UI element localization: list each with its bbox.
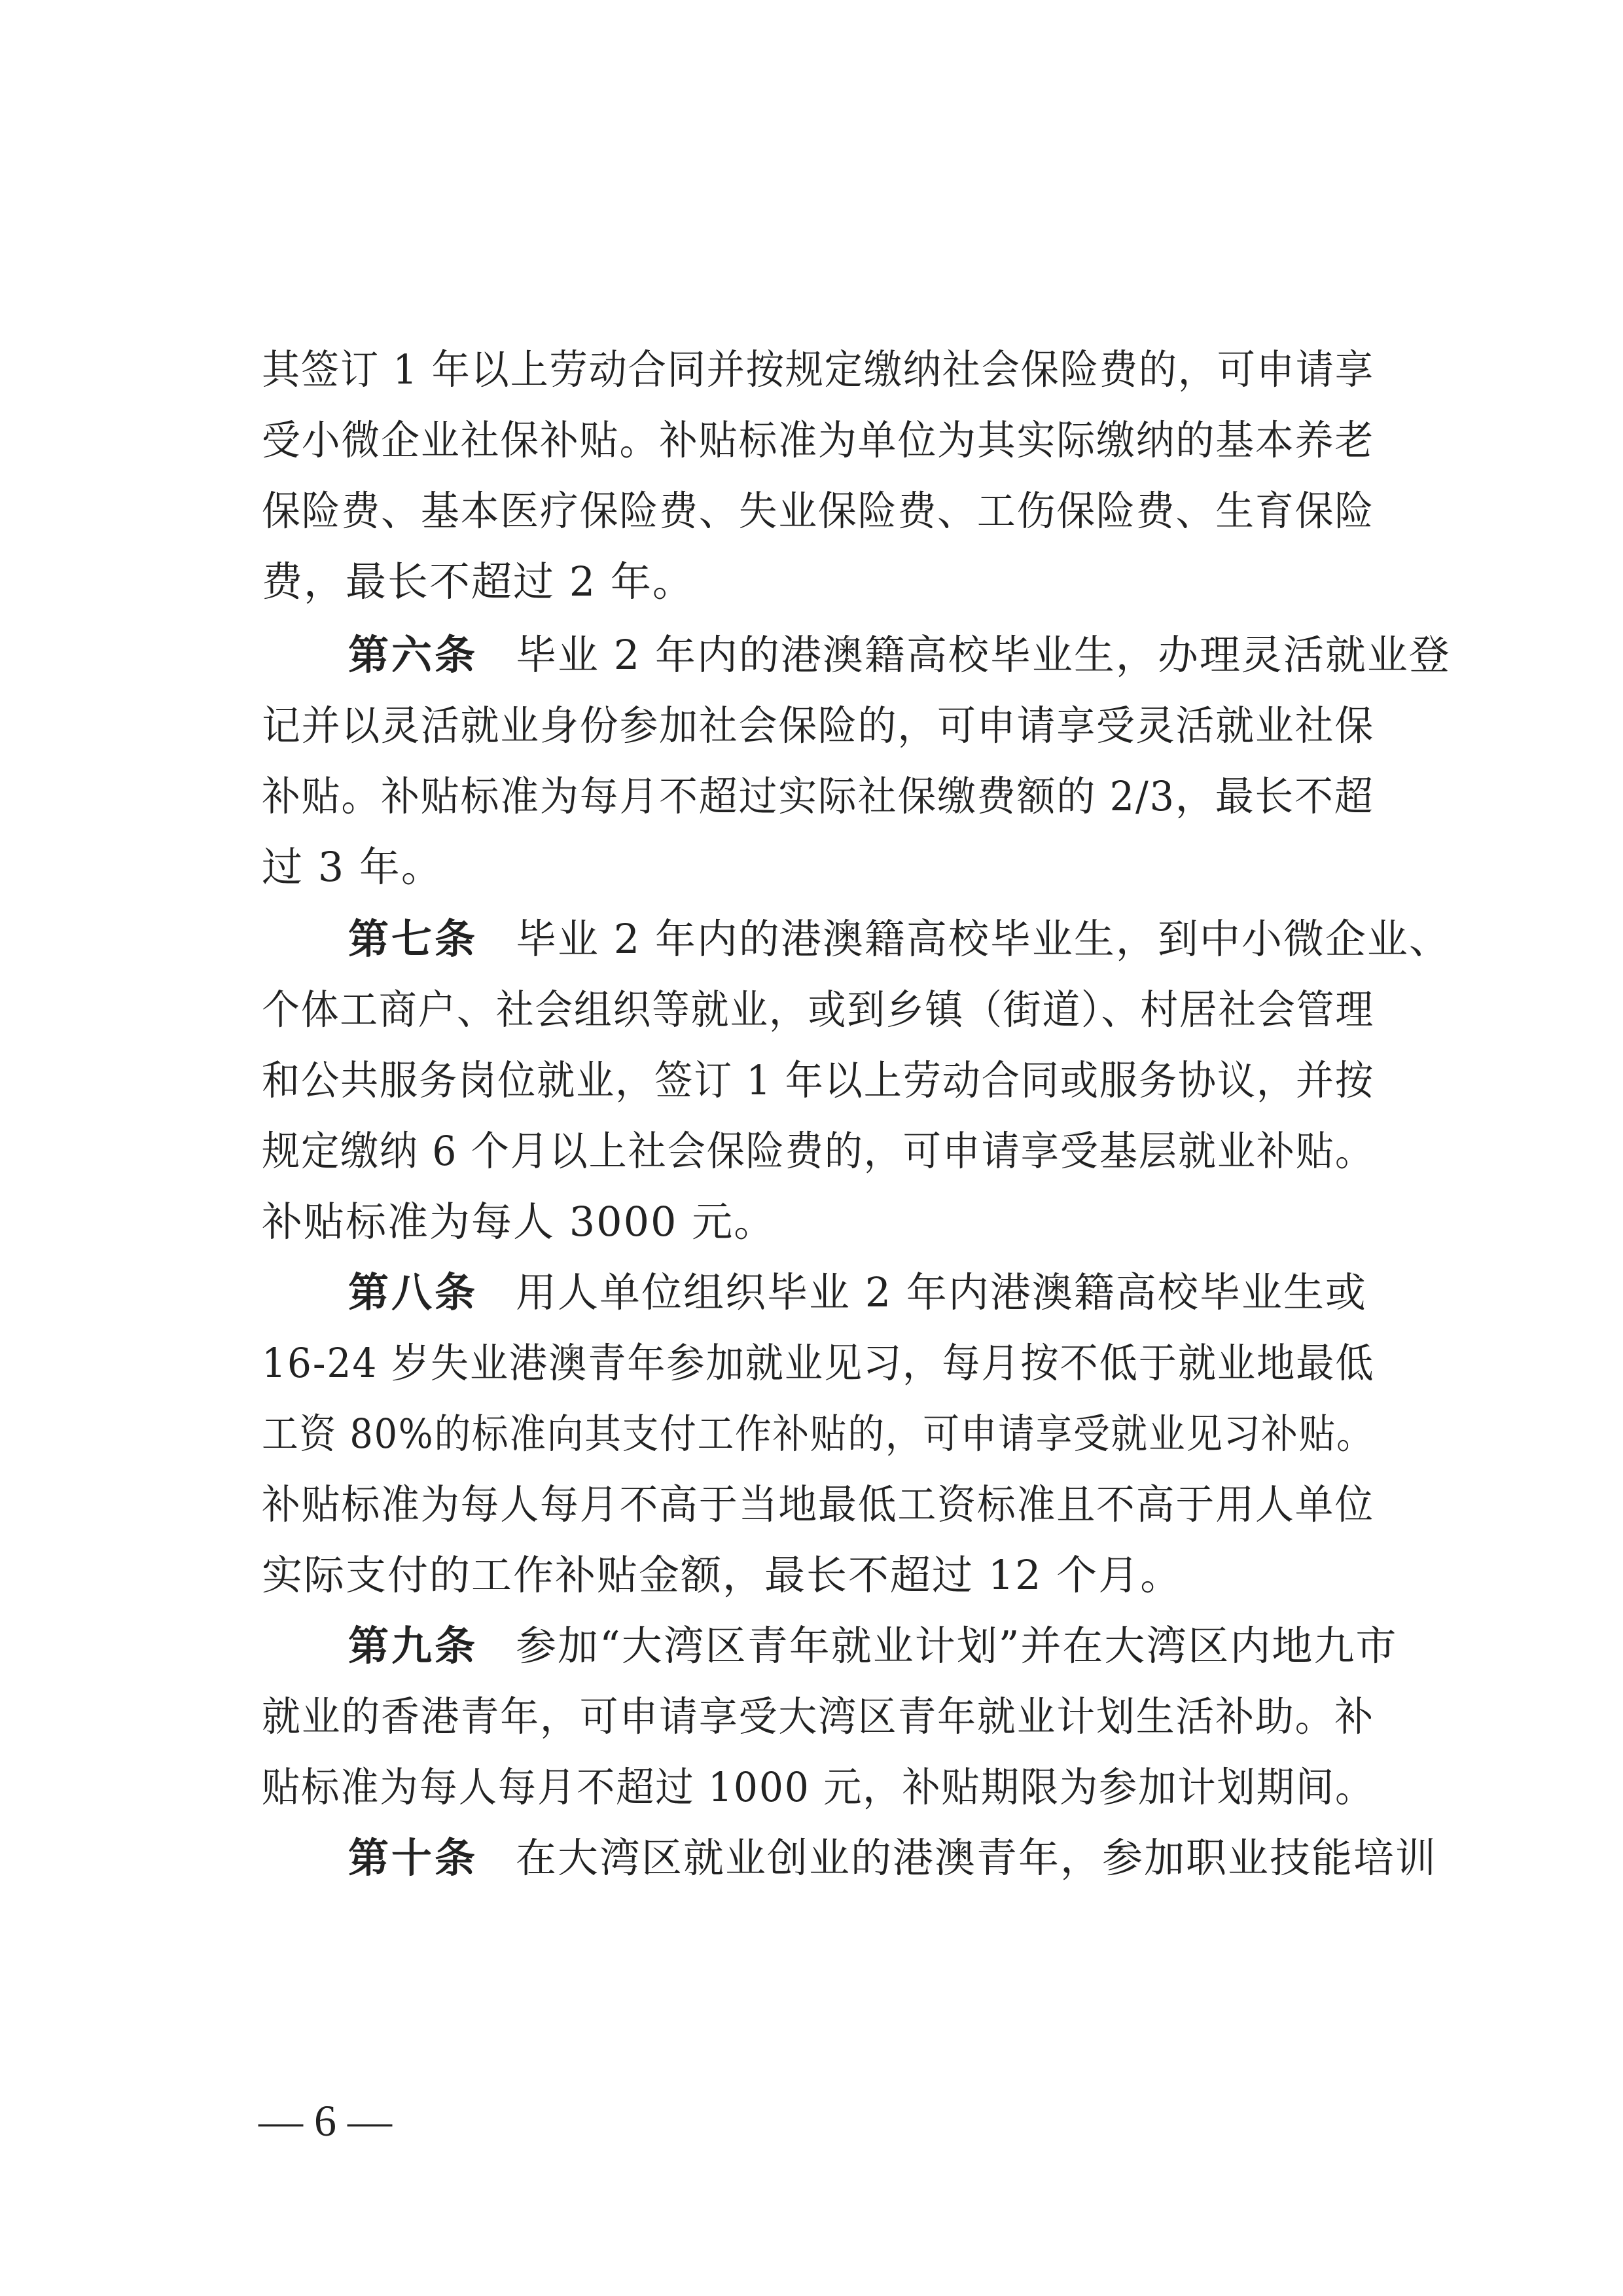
text-line: 过 3 年。: [262, 843, 443, 891]
text-line: 受小微企业社保补贴。补贴标准为单位为其实际缴纳的基本养老: [262, 416, 1375, 464]
text-line: 实际支付的工作补贴金额，最长不超过 12 个月。: [262, 1551, 1183, 1599]
article-heading: 第九条: [348, 1622, 478, 1670]
article-10-first-line: 第十条 在大湾区就业创业的港澳青年，参加职业技能培训: [348, 1834, 1438, 1882]
text-line: 费，最长不超过 2 年。: [262, 558, 694, 605]
text-line: 补贴标准为每人每月不高于当地最低工资标准且不高于用人单位: [262, 1480, 1375, 1528]
text-line: 补贴标准为每人 3000 元。: [262, 1198, 776, 1246]
text-line: 规定缴纳 6 个月以上社会保险费的，可申请享受基层就业补贴。: [262, 1127, 1374, 1175]
text-line: 工资 80%的标准向其支付工作补贴的，可申请享受就业见习补贴。: [262, 1410, 1374, 1458]
article-heading: 第八条: [348, 1268, 478, 1316]
text-line: 就业的香港青年，可申请享受大湾区青年就业计划生活补助。补: [262, 1693, 1375, 1740]
article-heading: 第十条: [348, 1834, 478, 1882]
text-line: 保险费、基本医疗保险费、失业保险费、工伤保险费、生育保险: [262, 487, 1375, 535]
text-line: 个体工商户、社会组织等就业，或到乡镇（街道）、村居社会管理: [262, 986, 1375, 1033]
text-line: 和公共服务岗位就业，签订 1 年以上劳动合同或服务协议，并按: [262, 1056, 1374, 1104]
text-line: 贴标准为每人每月不超过 1000 元，补贴期限为参加计划期间。: [262, 1763, 1375, 1811]
text-line: 16-24 岁失业港澳青年参加就业见习，每月按不低于就业地最低: [262, 1339, 1375, 1387]
article-6-first-line: 第六条 毕业 2 年内的港澳籍高校毕业生，办理灵活就业登: [348, 631, 1451, 679]
text-line: 记并以灵活就业身份参加社会保险的，可申请享受灵活就业社保: [262, 702, 1375, 749]
article-7-first-line: 第七条 毕业 2 年内的港澳籍高校毕业生，到中小微企业、: [348, 915, 1451, 963]
article-8-first-line: 第八条 用人单位组织毕业 2 年内港澳籍高校毕业生或: [348, 1268, 1367, 1316]
text-line: 其签订 1 年以上劳动合同并按规定缴纳社会保险费的，可申请享: [262, 346, 1374, 393]
article-heading: 第七条: [348, 915, 478, 963]
article-heading: 第六条: [348, 631, 478, 679]
article-9-first-line: 第九条 参加“大湾区青年就业计划”并在大湾区内地九市: [348, 1622, 1398, 1670]
page-number: — 6 —: [259, 2096, 392, 2145]
text-line: 补贴。补贴标准为每月不超过实际社保缴费额的 2/3，最长不超: [262, 772, 1374, 820]
